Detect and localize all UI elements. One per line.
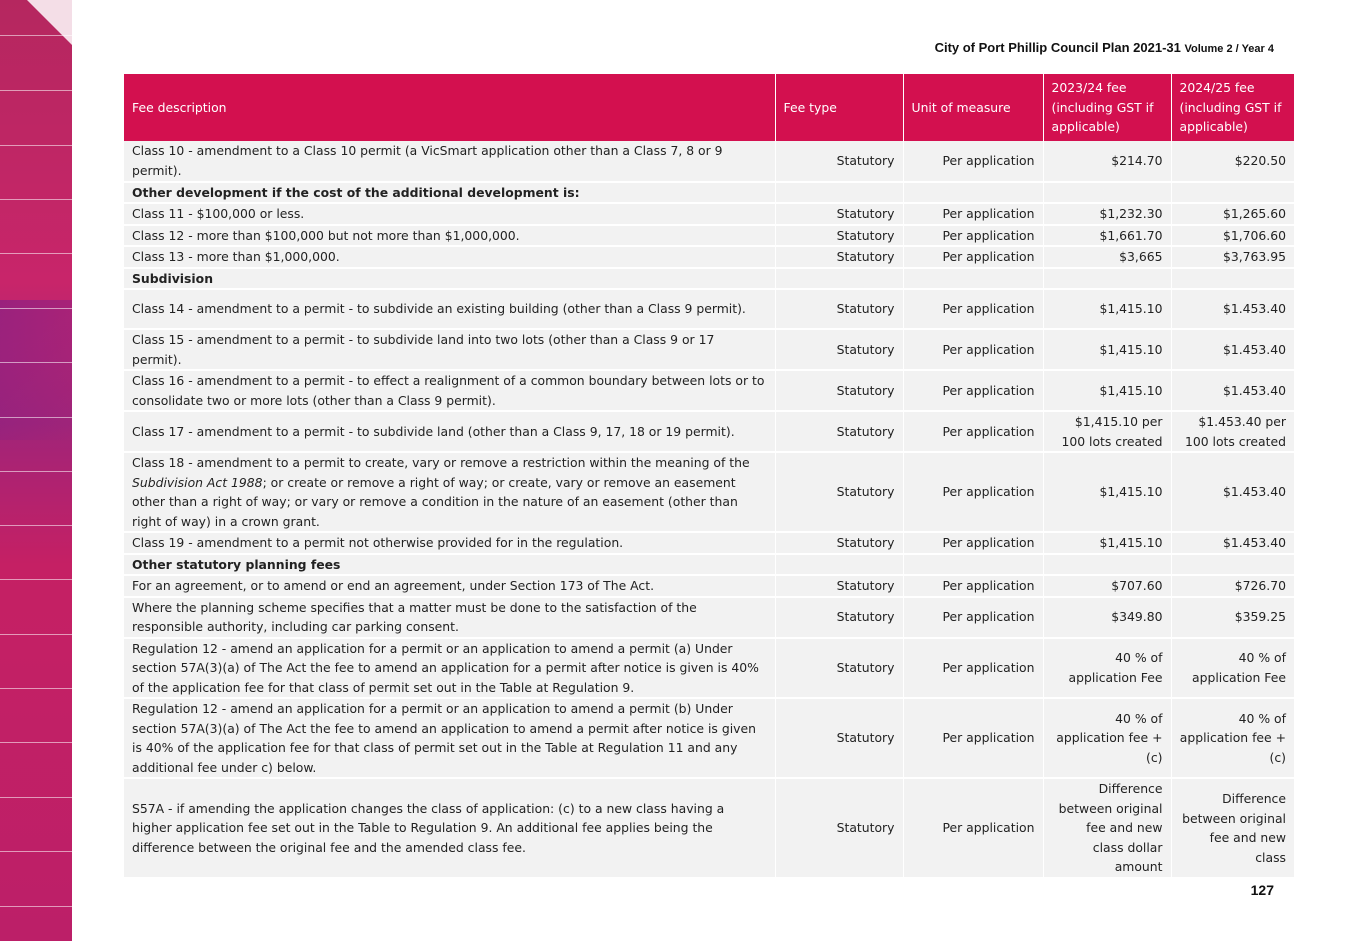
unit-of-measure-cell: Per application	[903, 698, 1043, 778]
sidebar-divider	[0, 417, 72, 418]
column-header-fee-2023-24: 2023/24 fee (including GST if applicable)	[1043, 74, 1171, 141]
table-section-row	[124, 268, 1294, 290]
unit-of-measure-cell: Per application	[903, 141, 1043, 182]
section-heading: Subdivision	[124, 268, 775, 290]
fee-2024-25-cell: Difference between original fee and new class	[1171, 778, 1294, 878]
table-header-row	[124, 74, 1294, 141]
sidebar-divider	[0, 199, 72, 200]
unit-of-measure-cell: Per application	[903, 289, 1043, 329]
fee-2023-24-cell: Difference between original fee and new class dollar amount	[1043, 778, 1171, 878]
fee-2024-25-cell	[1171, 182, 1294, 204]
fee-type-cell: Statutory	[775, 203, 903, 225]
page-number: 127	[1250, 882, 1274, 898]
fee-description-cell: Regulation 12 - amend an application for a permit or an application to amend a permit (a) Under section 57A(3)(a) of The Act the fee to amend an application for a permit after notice is given is 40% of the application fee for that class of permit set out in the Table at Regulation 9.	[124, 638, 775, 699]
fee-description-cell: For an agreement, or to amend or end an agreement, under Section 173 of The Act.	[124, 575, 775, 597]
fee-2024-25-cell: $3,763.95	[1171, 246, 1294, 268]
fee-2023-24-cell	[1043, 554, 1171, 576]
unit-of-measure-cell: Per application	[903, 778, 1043, 878]
table-row	[124, 329, 1294, 370]
column-header-unit-of-measure: Unit of measure	[903, 74, 1043, 141]
table-row	[124, 411, 1294, 452]
fee-description-cell: Class 10 - amendment to a Class 10 permit (a VicSmart application other than a Class 7, 8 or 9 permit).	[124, 141, 775, 182]
sidebar-divider	[0, 688, 72, 689]
unit-of-measure-cell: Per application	[903, 370, 1043, 411]
fee-2023-24-cell: $1,415.10	[1043, 329, 1171, 370]
fee-description-cell: Class 16 - amendment to a permit - to effect a realignment of a common boundary between lots or to consolidate two or more lots (other than a Class 9 permit).	[124, 370, 775, 411]
fee-type-cell: Statutory	[775, 411, 903, 452]
fee-2023-24-cell: $1,415.10	[1043, 532, 1171, 554]
description-text: ; or create or remove a right of way; or create, vary or remove an easement other than a right of way; or vary or remove a condition in the nature of an easement (other than right of way) in a crown grant.	[132, 474, 738, 529]
fee-2023-24-cell: $1,415.10	[1043, 370, 1171, 411]
fee-2024-25-cell: $1.453.40 per 100 lots created	[1171, 411, 1294, 452]
fee-description-cell: Class 19 - amendment to a permit not otherwise provided for in the regulation.	[124, 532, 775, 554]
fee-type-cell: Statutory	[775, 289, 903, 329]
unit-of-measure-cell: Per application	[903, 452, 1043, 532]
fee-2024-25-cell: $1.453.40	[1171, 289, 1294, 329]
table-section-row	[124, 182, 1294, 204]
table-row	[124, 597, 1294, 638]
fee-description-cell: Class 11 - $100,000 or less.	[124, 203, 775, 225]
table-row	[124, 532, 1294, 554]
fee-description-cell: S57A - if amending the application changes the class of application: (c) to a new class having a higher application fee set out in the Table to Regulation 9. An additional fee applies being the difference between the original fee and the amended class fee.	[124, 778, 775, 878]
unit-of-measure-cell	[903, 182, 1043, 204]
sidebar-divider	[0, 797, 72, 798]
unit-of-measure-cell: Per application	[903, 575, 1043, 597]
fee-2023-24-cell: 40 % of application fee + (c)	[1043, 698, 1171, 778]
document-subtitle: Volume 2 / Year 4	[1184, 43, 1274, 55]
fees-table	[124, 74, 1294, 879]
description-text: Class 18 - amendment to a permit to create, vary or remove a restriction within the meaning of the	[132, 455, 750, 470]
sidebar-divider	[0, 579, 72, 580]
document-header	[935, 40, 1274, 55]
table-row	[124, 638, 1294, 699]
fee-description-cell: Class 13 - more than $1,000,000.	[124, 246, 775, 268]
table-row	[124, 370, 1294, 411]
unit-of-measure-cell: Per application	[903, 597, 1043, 638]
fee-type-cell: Statutory	[775, 329, 903, 370]
sidebar-divider	[0, 253, 72, 254]
fee-type-cell: Statutory	[775, 597, 903, 638]
table-row	[124, 452, 1294, 532]
sidebar-divider	[0, 906, 72, 907]
fee-2024-25-cell: $1,706.60	[1171, 225, 1294, 247]
fee-2023-24-cell	[1043, 182, 1171, 204]
fee-description-cell: Where the planning scheme specifies that a matter must be done to the satisfaction of the responsible authority, including car parking consent.	[124, 597, 775, 638]
fee-2024-25-cell: $220.50	[1171, 141, 1294, 182]
fee-type-cell: Statutory	[775, 532, 903, 554]
fee-2023-24-cell: $707.60	[1043, 575, 1171, 597]
fee-type-cell: Statutory	[775, 638, 903, 699]
sidebar-divider	[0, 634, 72, 635]
fee-type-cell: Statutory	[775, 778, 903, 878]
fee-type-cell	[775, 268, 903, 290]
unit-of-measure-cell: Per application	[903, 411, 1043, 452]
sidebar-divider	[0, 851, 72, 852]
sidebar-divider	[0, 525, 72, 526]
table-row	[124, 225, 1294, 247]
decorative-sidebar	[0, 0, 72, 941]
fee-description-cell: Regulation 12 - amend an application for a permit or an application to amend a permit (b) Under section 57A(3)(a) of The Act the fee to amend an application to amend a permit after notice is given is 40% of the application fee for that class of permit set out in the Table at Regulation 11 and any additional fee under c) below.	[124, 698, 775, 778]
sidebar-divider	[0, 308, 72, 309]
fee-2024-25-cell: $726.70	[1171, 575, 1294, 597]
fee-2023-24-cell: $1,661.70	[1043, 225, 1171, 247]
fee-type-cell: Statutory	[775, 370, 903, 411]
table-section-row	[124, 554, 1294, 576]
fee-2023-24-cell: $349.80	[1043, 597, 1171, 638]
fee-type-cell	[775, 182, 903, 204]
unit-of-measure-cell: Per application	[903, 203, 1043, 225]
fee-description-cell	[124, 452, 775, 532]
fee-type-cell: Statutory	[775, 698, 903, 778]
fee-type-cell: Statutory	[775, 141, 903, 182]
fee-2023-24-cell: $1,232.30	[1043, 203, 1171, 225]
section-heading: Other development if the cost of the additional development is:	[124, 182, 775, 204]
fee-type-cell	[775, 554, 903, 576]
unit-of-measure-cell: Per application	[903, 638, 1043, 699]
section-heading: Other statutory planning fees	[124, 554, 775, 576]
unit-of-measure-cell: Per application	[903, 246, 1043, 268]
table-row	[124, 203, 1294, 225]
fee-2024-25-cell: $1.453.40	[1171, 370, 1294, 411]
document-title: City of Port Phillip Council Plan 2021-31	[934, 40, 1181, 55]
column-header-fee-type: Fee type	[775, 74, 903, 141]
unit-of-measure-cell: Per application	[903, 329, 1043, 370]
table-row	[124, 698, 1294, 778]
sidebar-divider	[0, 35, 72, 36]
fee-2024-25-cell	[1171, 554, 1294, 576]
fee-type-cell: Statutory	[775, 575, 903, 597]
sidebar-divider	[0, 90, 72, 91]
fee-description-cell: Class 14 - amendment to a permit - to subdivide an existing building (other than a Class 9 permit).	[124, 289, 775, 329]
fee-2024-25-cell: 40 % of application fee + (c)	[1171, 698, 1294, 778]
fee-type-cell: Statutory	[775, 452, 903, 532]
fee-2024-25-cell: $359.25	[1171, 597, 1294, 638]
fee-2024-25-cell: $1.453.40	[1171, 452, 1294, 532]
fee-2023-24-cell: $214.70	[1043, 141, 1171, 182]
table-row	[124, 289, 1294, 329]
column-header-fee-description: Fee description	[124, 74, 775, 141]
fee-2024-25-cell: $1,265.60	[1171, 203, 1294, 225]
fee-2023-24-cell	[1043, 268, 1171, 290]
fee-2024-25-cell: $1.453.40	[1171, 532, 1294, 554]
fee-2023-24-cell: $3,665	[1043, 246, 1171, 268]
fee-2023-24-cell: $1,415.10	[1043, 289, 1171, 329]
fee-2024-25-cell: 40 % of application Fee	[1171, 638, 1294, 699]
fee-2024-25-cell: $1.453.40	[1171, 329, 1294, 370]
sidebar-divider	[0, 742, 72, 743]
table-row	[124, 575, 1294, 597]
sidebar-divider	[0, 362, 72, 363]
fee-type-cell: Statutory	[775, 225, 903, 247]
unit-of-measure-cell: Per application	[903, 225, 1043, 247]
fee-2023-24-cell: $1,415.10 per 100 lots created	[1043, 411, 1171, 452]
fee-description-cell: Class 17 - amendment to a permit - to subdivide land (other than a Class 9, 17, 18 or 19 permit).	[124, 411, 775, 452]
fee-2023-24-cell: 40 % of application Fee	[1043, 638, 1171, 699]
unit-of-measure-cell	[903, 268, 1043, 290]
column-header-fee-2024-25: 2024/25 fee (including GST if applicable)	[1171, 74, 1294, 141]
fee-description-cell: Class 12 - more than $100,000 but not more than $1,000,000.	[124, 225, 775, 247]
unit-of-measure-cell: Per application	[903, 532, 1043, 554]
fee-2023-24-cell: $1,415.10	[1043, 452, 1171, 532]
fee-description-cell: Class 15 - amendment to a permit - to subdivide land into two lots (other than a Class 9 or 17 permit).	[124, 329, 775, 370]
sidebar-divider	[0, 145, 72, 146]
table-row	[124, 141, 1294, 182]
table-row	[124, 778, 1294, 878]
act-title: Subdivision Act 1988	[132, 474, 263, 490]
fee-type-cell: Statutory	[775, 246, 903, 268]
fee-2024-25-cell	[1171, 268, 1294, 290]
unit-of-measure-cell	[903, 554, 1043, 576]
sidebar-divider	[0, 471, 72, 472]
table-row	[124, 246, 1294, 268]
